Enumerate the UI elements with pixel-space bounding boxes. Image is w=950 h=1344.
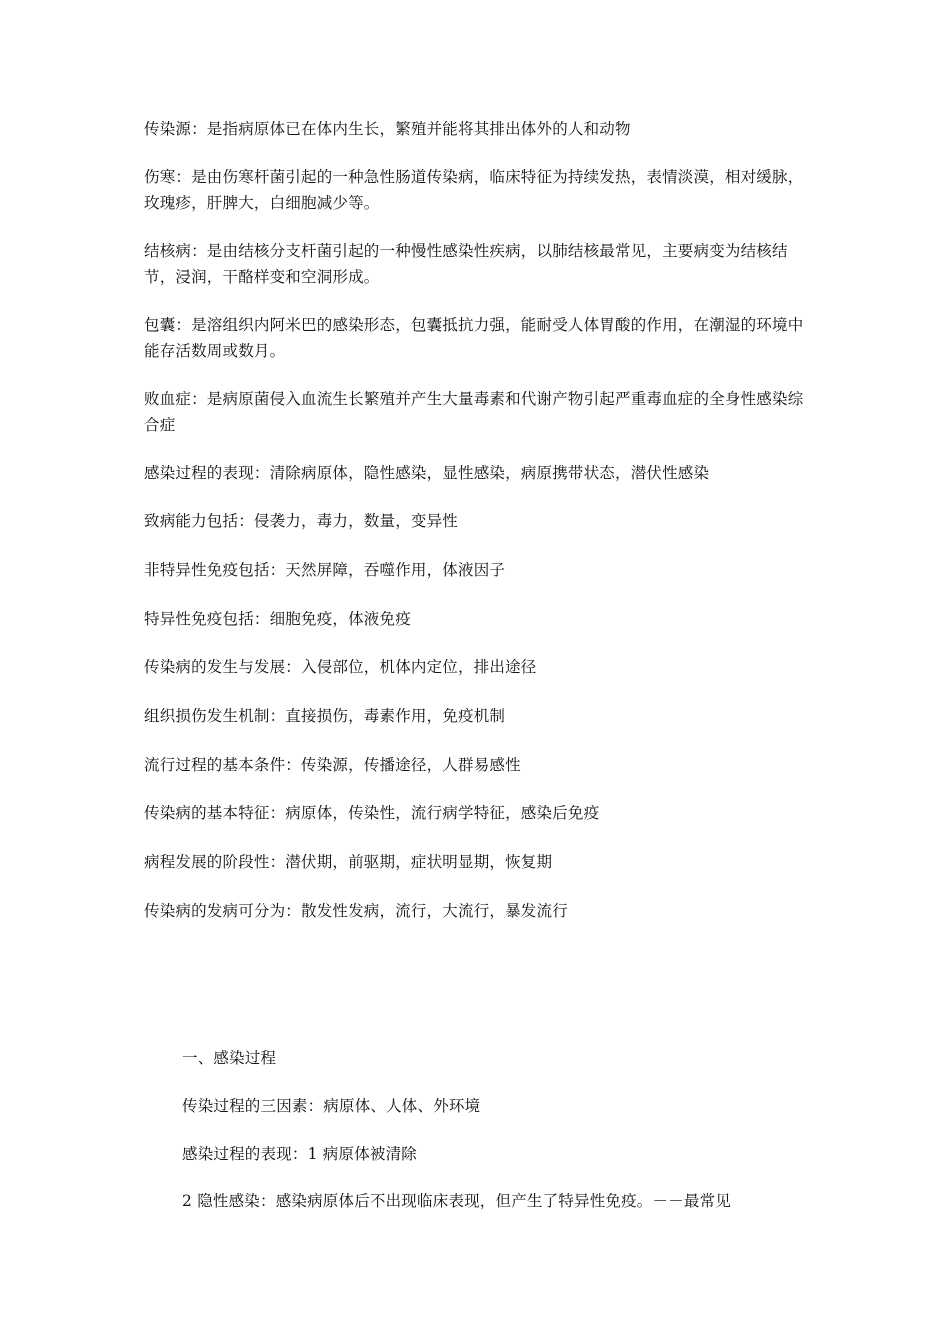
paragraph-tissue-damage: 组织损伤发生机制：直接损伤，毒素作用，免疫机制: [144, 707, 506, 725]
paragraph-typhoid: 伤寒：是由伤寒杆菌引起的一种急性肠道传染病，临床特征为持续发热，表情淡漠，相对缓脉，玫瑰疹，肝脾大，白细胞减少等。: [144, 168, 804, 212]
paragraph-disease-stages: 病程发展的阶段性：潜伏期，前驱期，症状明显期，恢复期: [144, 853, 553, 871]
paragraph-specific-immunity: 特异性免疫包括：细胞免疫，体液免疫: [144, 610, 411, 628]
section-heading: 一、感染过程: [182, 1049, 277, 1067]
paragraph-cyst: 包囊：是溶组织内阿米巴的感染形态，包囊抵抗力强，能耐受人体胃酸的作用，在潮湿的环境中能存活数周或数月。: [144, 316, 804, 360]
paragraph-epidemic-conditions: 流行过程的基本条件：传染源，传播途径，人群易感性: [144, 756, 521, 774]
paragraph-basic-features: 传染病的基本特征：病原体，传染性，流行病学特征，感染后免疫: [144, 804, 600, 822]
paragraph-onset-types: 传染病的发病可分为：散发性发病，流行，大流行，暴发流行: [144, 902, 568, 920]
section-line: 2 隐性感染：感染病原体后不出现临床表现，但产生了特异性免疫。－－最常见: [182, 1192, 731, 1210]
paragraph-nonspecific-immunity: 非特异性免疫包括：天然屏障，吞噬作用，体液因子: [144, 561, 506, 579]
section-line: 传染过程的三因素：病原体、人体、外环境: [182, 1097, 481, 1115]
paragraph-sepsis: 败血症：是病原菌侵入血流生长繁殖并产生大量毒素和代谢产物引起严重毒血症的全身性感染综合症: [144, 390, 804, 434]
section-line: 感染过程的表现：1 病原体被清除: [182, 1145, 417, 1163]
paragraph-development: 传染病的发生与发展：入侵部位，机体内定位，排出途径: [144, 658, 537, 676]
paragraph-infection-manifestations: 感染过程的表现：清除病原体，隐性感染，显性感染，病原携带状态，潜伏性感染: [144, 464, 710, 482]
paragraph-pathogenicity: 致病能力包括：侵袭力，毒力，数量，变异性: [144, 512, 459, 530]
paragraph-infection-source: 传染源：是指病原体已在体内生长，繁殖并能将其排出体外的人和动物: [144, 120, 631, 138]
paragraph-tuberculosis: 结核病：是由结核分支杆菌引起的一种慢性感染性疾病，以肺结核最常见，主要病变为结核结节，浸润，干酪样变和空洞形成。: [144, 242, 788, 286]
